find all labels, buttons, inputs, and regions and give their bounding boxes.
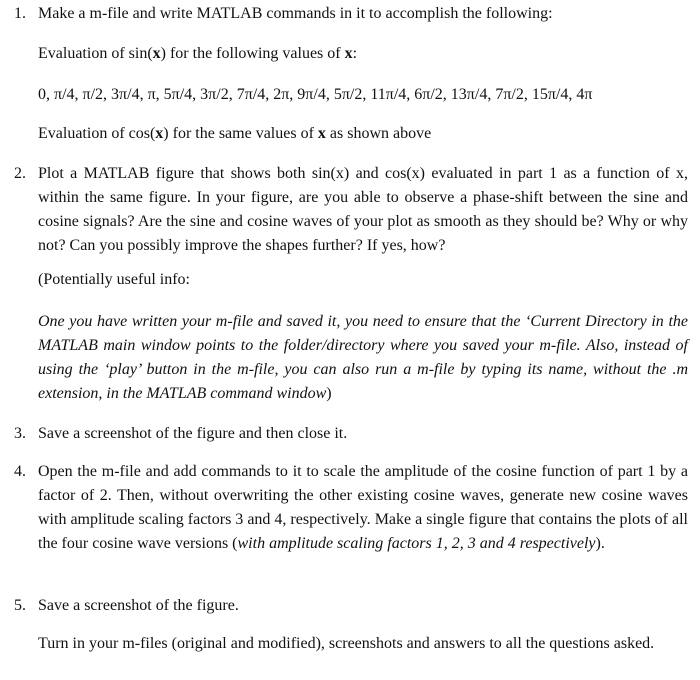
item-number: 3. <box>14 425 26 442</box>
item-text: Open the m-file and add commands to it to scale the amplitude of the cosine function of part 1 by a factor of 2. Then, without overwriting the other existing cosine waves, generate new cosine waves with amplitude scaling factors 3 and 4, respectively. Make a single figure that contains the plots of all the four cosine wave versions (with amplitude scaling factors 1, 2, 3 and 4 respectively). <box>38 463 688 552</box>
info-paragraph <box>38 310 688 406</box>
sin-evaluation-line: Evaluation of sin(x) for the following values of x: <box>38 45 358 62</box>
info-italic-text: One you have written your m-file and saved it, you need to ensure that the ‘Current Directory in the MATLAB main window points to the folder/directory where you saved your m-file. Also, instead of using the ‘play’ button in the m-file, you can also run a m-file by typing its name, without the .m extension, in the MATLAB command window <box>38 313 688 402</box>
item-number: 1. <box>14 5 26 22</box>
item-number: 5. <box>14 597 26 614</box>
item-number: 2. <box>14 165 26 182</box>
turn-in-note: Turn in your m-files (original and modified), screenshots and answers to all the questions asked. <box>38 635 655 652</box>
item-text: Plot a MATLAB figure that shows both sin(x) and cos(x) evaluated in part 1 as a function of x, within the same figure. In your figure, are you able to observe a phase-shift between the sine and cosine signals? Are the sine and cosine waves of your plot as smooth as they should be? Why or why not? Can you possibly improve the shapes further? If yes, how? <box>38 165 688 254</box>
italic-scaling-factors: with amplitude scaling factors 1, 2, 3 and 4 respectively <box>237 535 596 552</box>
item-text: Save a screenshot of the figure. <box>38 597 239 614</box>
item-text: Save a screenshot of the figure and then close it. <box>38 425 348 442</box>
info-heading: (Potentially useful info: <box>38 271 190 288</box>
item-text: Make a m-file and write MATLAB commands in it to accomplish the following: <box>38 5 553 22</box>
info-close-paren: ) <box>326 385 332 402</box>
x-values-list: 0, π/4, π/2, 3π/4, π, 5π/4, 3π/2, 7π/4, 2π, 9π/4, 5π/2, 11π/4, 6π/2, 13π/4, 7π/2, 15π/4, 4π <box>38 86 593 103</box>
item-number: 4. <box>14 463 26 480</box>
cos-evaluation-line: Evaluation of cos(x) for the same values of x as shown above <box>38 125 432 142</box>
